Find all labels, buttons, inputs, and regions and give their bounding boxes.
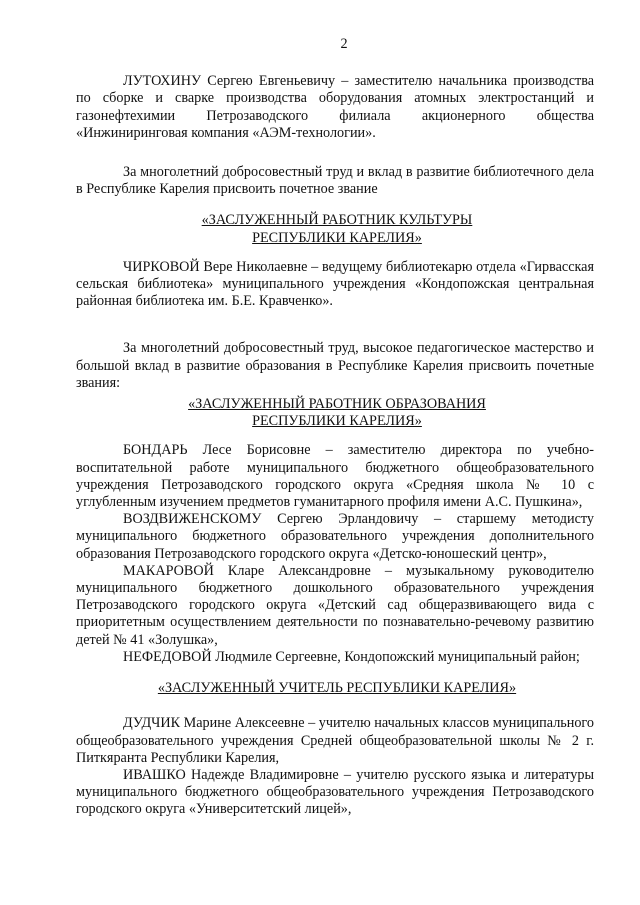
- title-education-line1: «ЗАСЛУЖЕННЫЙ РАБОТНИК ОБРАЗОВАНИЯ: [188, 396, 486, 413]
- title-education-worker: [76, 396, 594, 430]
- title-culture-worker: [76, 212, 594, 246]
- award-recipient-ivashko: ИВАШКО Надежде Владимировне – учителю русского языка и литературы муниципального бюджетного общеобразовательного учреждения Петрозаводского городского округа «Университетский лицей»,: [76, 766, 594, 818]
- title-culture-line2: РЕСПУБЛИКИ КАРЕЛИЯ»: [252, 229, 422, 246]
- award-recipient-vozdvizhensky: ВОЗДВИЖЕНСКОМУ Сергею Эрландовичу – старшему методисту муниципального бюджетного образовательного учреждения дополнительного образования Петрозаводского городского округа «Детско-юношеский центр»,: [76, 511, 594, 562]
- award-recipient-lutokhin: ЛУТОХИНУ Сергею Евгеньевичу – заместителю начальника производства по сборке и сварке производства оборудования атомных электростанций и газонефтехимии Петрозаводского филиала акционерного общества «Инжиниринговая компания «АЭМ-технологии».: [76, 73, 594, 141]
- title-teacher-line: «ЗАСЛУЖЕННЫЙ УЧИТЕЛЬ РЕСПУБЛИКИ КАРЕЛИЯ»: [157, 680, 517, 697]
- award-recipient-chirkova: ЧИРКОВОЙ Вере Николаевне – ведущему библиотекарю отдела «Гирвасская сельская библиотека» муниципального учреждения «Кондопожская центральная районная библиотека им. Б.Е. Кравченко».: [76, 258, 594, 310]
- award-intro-library: За многолетний добросовестный труд и вклад в развитие библиотечного дела в Республике Карелия присвоить почетное звание: [76, 164, 594, 198]
- title-education-line2: РЕСПУБЛИКИ КАРЕЛИЯ»: [252, 413, 422, 430]
- award-recipient-bondar: БОНДАРЬ Лесе Борисовне – заместителю директора по учебно-воспитательной работе муниципального бюджетного общеобразовательного учреждения Петрозаводского городского округа «Средняя школа № 10 с углубленным изучением предметов гуманитарного профиля имени А.С. Пушкина»,: [76, 442, 594, 511]
- award-recipient-dudchik: ДУДЧИК Марине Алексеевне – учителю начальных классов муниципального общеобразовательного учреждения Средней общеобразовательной школы № 2 г. Питкяранта Республики Карелия,: [76, 715, 594, 766]
- title-honored-teacher: [76, 680, 594, 697]
- award-recipient-makarova: МАКАРОВОЙ Кларе Александровне – музыкальному руководителю муниципального бюджетного дошкольного образовательного учреждения Петрозаводского городского округа «Детский сад общеразвивающего вида с приоритетным осуществлением деятельности по познавательно-речевому развитию детей № 41 «Золушка»,: [76, 562, 594, 648]
- award-intro-education: За многолетний добросовестный труд, высокое педагогическое мастерство и большой вклад в развитие образования в Республике Карелия присвоить почетные звания:: [76, 340, 594, 391]
- title-culture-line1: «ЗАСЛУЖЕННЫЙ РАБОТНИК КУЛЬТУРЫ: [201, 212, 473, 229]
- page-number: 2: [340, 36, 348, 52]
- award-recipient-nefedova: НЕФЕДОВОЙ Людмиле Сергеевне, Кондопожский муниципальный район;: [123, 648, 580, 665]
